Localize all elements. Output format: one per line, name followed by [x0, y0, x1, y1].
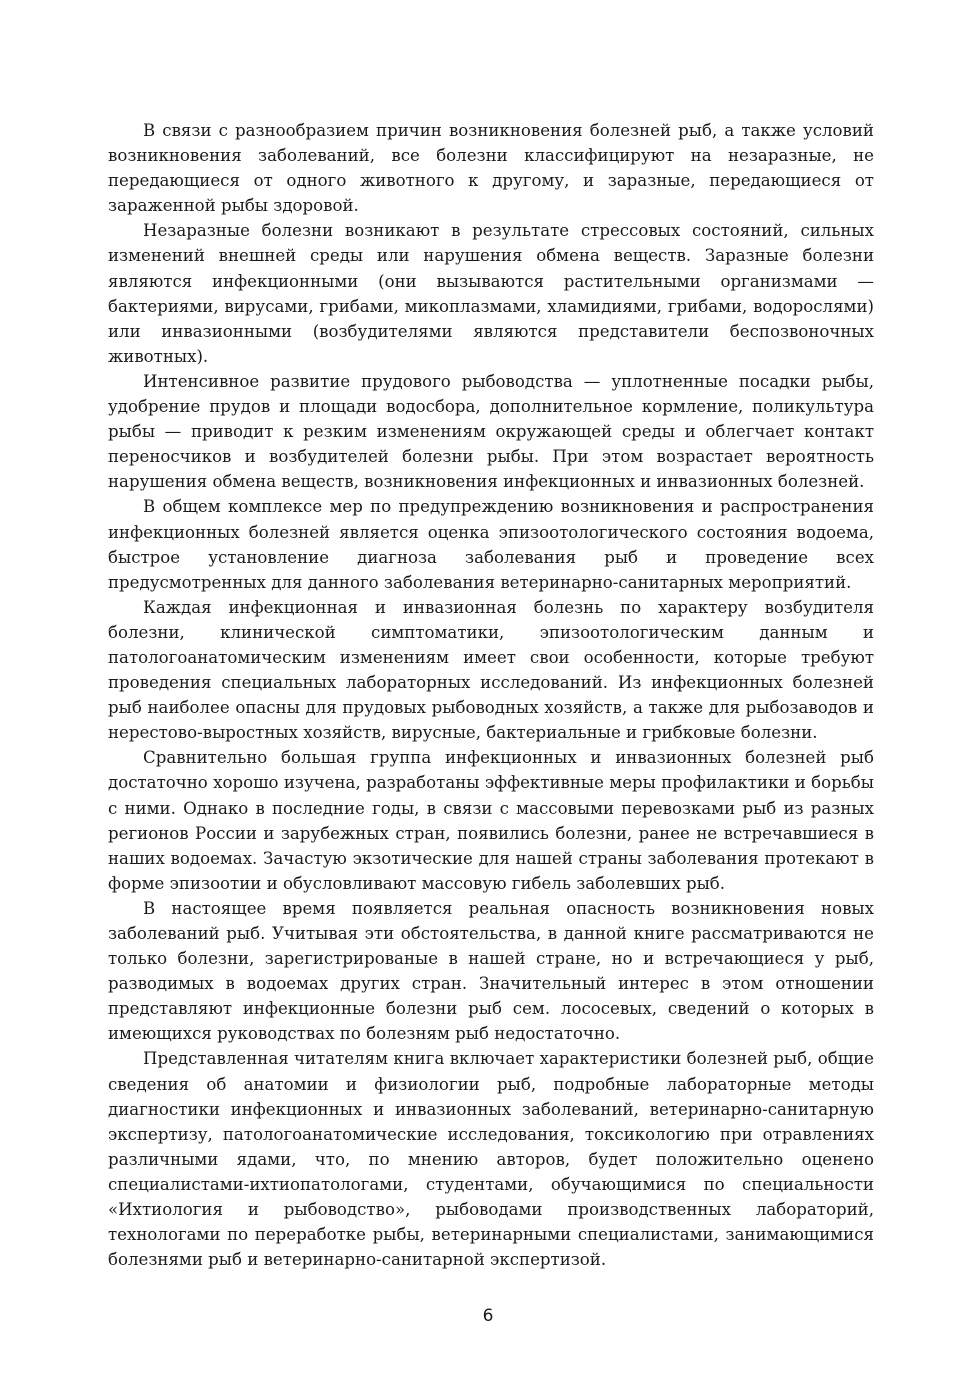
paragraph-3: Интенсивное развитие прудового рыбоводства — уплотненные посадки рыбы, удобрение прудов и площади водосбора, дополнительное кормление, поликультура рыбы — приводит к резким изменениям окружающей среды и облегчает контакт переносчиков и возбудителей болезни рыбы. При этом возрастает вероятность нарушения обмена веществ, возникновения инфекционных и инвазионных болезней.: [108, 371, 874, 492]
paragraph-8: Представленная читателям книга включает характеристики болезней рыб, общие сведения об анатомии и физиологии рыб, подробные лабораторные методы диагностики инфекционных и инвазионных заболеваний, ветеринарно-санитарную экспертизу, патологоанатомические исследования, токсикологию при отравлениях различными ядами, что, по мнению авторов, будет положительно оценено специалистами-ихтиопатологами, студентами, обучающимися по специальности «Ихтиология и рыбоводство», рыбоводами производственных лабораторий, технологами по переработке рыбы, ветеринарными специалистами, занимающимися болезнями рыб и ветеринарно-санитарной экспертизой.: [108, 1049, 874, 1270]
paragraph-5: Каждая инфекционная и инвазионная болезнь по характеру возбудителя болезни, клинической симптоматики, эпизоотологическим данным и патологоанатомическим изменениям имеет свои особенности, которые требуют проведения специальных лабораторных исследований. Из инфекционных болезней рыб наиболее опасны для прудовых рыбоводных хозяйств, а также для рыбозаводов и нерестово-выростных хозяйств, вирусные, бактериальные и грибковые болезни.: [108, 597, 874, 743]
page-number: 6: [482, 1306, 494, 1326]
paragraph-6: Сравнительно большая группа инфекционных и инвазионных болезней рыб достаточно хорошо изучена, разработаны эффективные меры профилактики и борьбы с ними. Однако в последние годы, в связи с массовыми перевозками рыб из разных регионов России и зарубежных стран, появились болезни, ранее не встречавшиеся в наших водоемах. Зачастую экзотические для нашей страны заболевания протекают в форме эпизоотии и обусловливают массовую гибель заболевших рыб.: [108, 748, 874, 893]
paragraph-7: В настоящее время появляется реальная опасность возникновения новых заболеваний рыб. Учитывая эти обстоятельства, в данной книге рассматриваются не только болезни, зарегистрированые в нашей стране, но и встречающиеся у рыб, разводимых в водоемах других стран. Значительный интерес в этом отношении представляют инфекционные болезни рыб сем. лососевых, сведений о которых в имеющихся руководствах по болезням рыб недостаточно.: [108, 898, 874, 1044]
paragraph-2: Незаразные болезни возникают в результате стрессовых состояний, сильных изменений внешней среды или нарушения обмена веществ. Заразные болезни являются инфекционными (они вызываются растительными организмами — бактериями, вирусами, грибами, микоплазмами, хламидиями, грибами, водорослями) или инвазионными (возбудителями являются представители беспозвоночных животных).: [108, 221, 874, 366]
paragraph-1: В связи с разнообразием причин возникновения болезней рыб, а также условий возникновения заболеваний, все болезни классифицируют на незаразные, не передающиеся от одного животного к другому, и заразные, передающиеся от зараженной рыбы здоровой.: [108, 121, 874, 216]
body-text: [108, 118, 874, 1272]
paragraph-4: В общем комплексе мер по предупреждению возникновения и распространения инфекционных болезней является оценка эпизоотологического состояния водоема, быстрое установление диагноза заболевания рыб и проведение всех предусмотренных для данного заболевания ветеринарно-санитарных мероприятий.: [108, 497, 874, 592]
